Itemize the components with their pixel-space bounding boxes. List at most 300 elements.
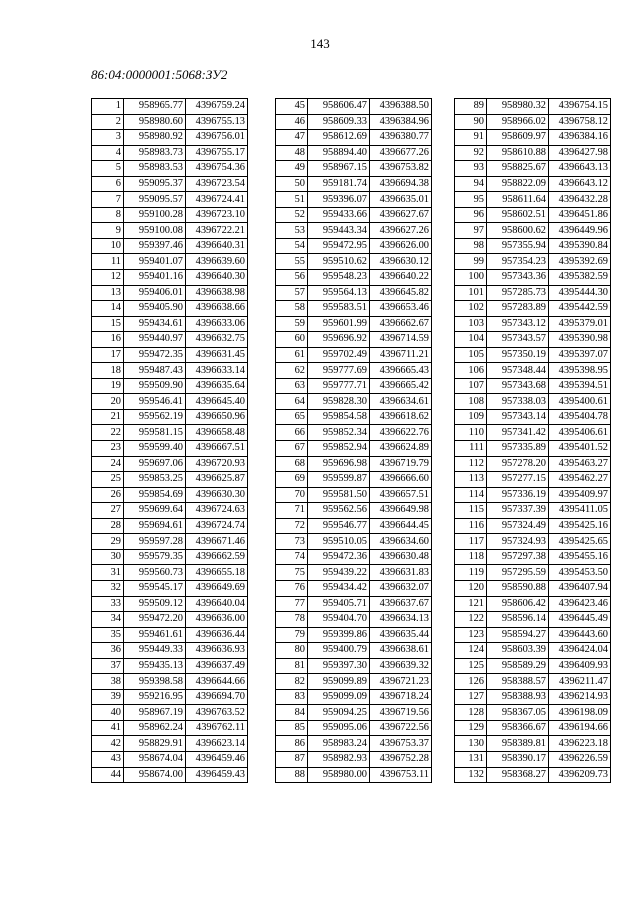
x-coordinate-cell: 958602.51 <box>487 207 549 223</box>
x-coordinate-cell: 958600.62 <box>487 223 549 239</box>
y-coordinate-cell: 4396637.67 <box>370 596 432 612</box>
table-row <box>276 534 432 550</box>
table-row <box>92 316 248 332</box>
table-row <box>92 580 248 596</box>
x-coordinate-cell: 959581.15 <box>124 425 186 441</box>
x-coordinate-cell: 959099.09 <box>308 689 370 705</box>
x-coordinate-cell: 958368.27 <box>487 767 549 783</box>
y-coordinate-cell: 4396459.46 <box>186 751 248 767</box>
table-row <box>455 534 611 550</box>
table-row <box>455 472 611 488</box>
x-coordinate-cell: 959401.16 <box>124 270 186 286</box>
table-row <box>455 565 611 581</box>
point-number-cell: 21 <box>92 409 124 425</box>
point-number-cell: 115 <box>455 503 487 519</box>
x-coordinate-cell: 958388.93 <box>487 689 549 705</box>
table-row <box>455 285 611 301</box>
table-row <box>276 161 432 177</box>
y-coordinate-cell: 4396645.40 <box>186 394 248 410</box>
table-row <box>455 301 611 317</box>
x-coordinate-cell: 957343.12 <box>487 316 549 332</box>
point-number-cell: 51 <box>276 192 308 208</box>
x-coordinate-cell: 957354.23 <box>487 254 549 270</box>
x-coordinate-cell: 957348.44 <box>487 363 549 379</box>
point-number-cell: 24 <box>92 456 124 472</box>
y-coordinate-cell: 4396407.94 <box>549 580 611 596</box>
y-coordinate-cell: 4396666.60 <box>370 472 432 488</box>
y-coordinate-cell: 4396380.77 <box>370 130 432 146</box>
x-coordinate-cell: 958965.77 <box>124 99 186 115</box>
point-number-cell: 3 <box>92 130 124 146</box>
table-row <box>92 161 248 177</box>
point-number-cell: 121 <box>455 596 487 612</box>
point-number-cell: 25 <box>92 472 124 488</box>
point-number-cell: 14 <box>92 301 124 317</box>
point-number-cell: 65 <box>276 409 308 425</box>
point-number-cell: 36 <box>92 643 124 659</box>
point-number-cell: 127 <box>455 689 487 705</box>
y-coordinate-cell: 4396630.30 <box>186 487 248 503</box>
x-coordinate-cell: 959546.41 <box>124 394 186 410</box>
x-coordinate-cell: 957335.89 <box>487 441 549 457</box>
table-row <box>455 394 611 410</box>
y-coordinate-cell: 4396194.66 <box>549 720 611 736</box>
y-coordinate-cell: 4396718.24 <box>370 689 432 705</box>
point-number-cell: 110 <box>455 425 487 441</box>
y-coordinate-cell: 4396671.46 <box>186 534 248 550</box>
y-coordinate-cell: 4395404.78 <box>549 409 611 425</box>
y-coordinate-cell: 4396638.61 <box>370 643 432 659</box>
point-number-cell: 70 <box>276 487 308 503</box>
x-coordinate-cell: 959853.25 <box>124 472 186 488</box>
y-coordinate-cell: 4396657.51 <box>370 487 432 503</box>
y-coordinate-cell: 4396211.47 <box>549 674 611 690</box>
point-number-cell: 128 <box>455 705 487 721</box>
table-row <box>92 238 248 254</box>
point-number-cell: 53 <box>276 223 308 239</box>
y-coordinate-cell: 4396625.87 <box>186 472 248 488</box>
table-row <box>92 270 248 286</box>
table-row <box>92 549 248 565</box>
table-row <box>276 207 432 223</box>
x-coordinate-cell: 957295.59 <box>487 565 549 581</box>
table-row <box>276 130 432 146</box>
x-coordinate-cell: 959095.06 <box>308 720 370 736</box>
y-coordinate-cell: 4396644.66 <box>186 674 248 690</box>
table-row <box>455 612 611 628</box>
point-number-cell: 114 <box>455 487 487 503</box>
table-row <box>455 145 611 161</box>
x-coordinate-cell: 959100.28 <box>124 207 186 223</box>
point-number-cell: 45 <box>276 99 308 115</box>
y-coordinate-cell: 4395425.16 <box>549 518 611 534</box>
point-number-cell: 106 <box>455 363 487 379</box>
coordinates-table-2 <box>275 98 432 783</box>
point-number-cell: 9 <box>92 223 124 239</box>
page-number: 143 <box>310 36 330 51</box>
point-number-cell: 98 <box>455 238 487 254</box>
y-coordinate-cell: 4395463.27 <box>549 456 611 472</box>
table-row <box>276 378 432 394</box>
point-number-cell: 34 <box>92 612 124 628</box>
x-coordinate-cell: 959583.51 <box>308 301 370 317</box>
point-number-cell: 75 <box>276 565 308 581</box>
x-coordinate-cell: 959401.07 <box>124 254 186 270</box>
table-row <box>455 487 611 503</box>
x-coordinate-cell: 958980.00 <box>308 767 370 783</box>
table-row <box>455 689 611 705</box>
table-row <box>92 207 248 223</box>
point-number-cell: 68 <box>276 456 308 472</box>
y-coordinate-cell: 4396755.17 <box>186 145 248 161</box>
point-number-cell: 97 <box>455 223 487 239</box>
point-number-cell: 31 <box>92 565 124 581</box>
point-number-cell: 38 <box>92 674 124 690</box>
x-coordinate-cell: 959509.12 <box>124 596 186 612</box>
point-number-cell: 6 <box>92 176 124 192</box>
point-number-cell: 94 <box>455 176 487 192</box>
x-coordinate-cell: 959181.74 <box>308 176 370 192</box>
point-number-cell: 108 <box>455 394 487 410</box>
point-number-cell: 2 <box>92 114 124 130</box>
x-coordinate-cell: 959216.95 <box>124 689 186 705</box>
table-row <box>276 409 432 425</box>
point-number-cell: 84 <box>276 705 308 721</box>
y-coordinate-cell: 4396714.59 <box>370 332 432 348</box>
table-row <box>276 549 432 565</box>
y-coordinate-cell: 4396409.93 <box>549 658 611 674</box>
y-coordinate-cell: 4396445.49 <box>549 612 611 628</box>
y-coordinate-cell: 4396627.26 <box>370 223 432 239</box>
y-coordinate-cell: 4395401.52 <box>549 441 611 457</box>
y-coordinate-cell: 4396753.37 <box>370 736 432 752</box>
y-coordinate-cell: 4396449.96 <box>549 223 611 239</box>
y-coordinate-cell: 4395411.05 <box>549 503 611 519</box>
y-coordinate-cell: 4395444.30 <box>549 285 611 301</box>
point-number-cell: 126 <box>455 674 487 690</box>
y-coordinate-cell: 4396636.93 <box>186 643 248 659</box>
point-number-cell: 17 <box>92 347 124 363</box>
x-coordinate-cell: 957355.94 <box>487 238 549 254</box>
x-coordinate-cell: 958590.88 <box>487 580 549 596</box>
x-coordinate-cell: 958366.67 <box>487 720 549 736</box>
y-coordinate-cell: 4396662.67 <box>370 316 432 332</box>
x-coordinate-cell: 959472.35 <box>124 347 186 363</box>
table-row <box>455 223 611 239</box>
point-number-cell: 87 <box>276 751 308 767</box>
point-number-cell: 57 <box>276 285 308 301</box>
x-coordinate-cell: 959509.90 <box>124 378 186 394</box>
point-number-cell: 41 <box>92 720 124 736</box>
point-number-cell: 7 <box>92 192 124 208</box>
point-number-cell: 83 <box>276 689 308 705</box>
x-coordinate-cell: 959828.30 <box>308 394 370 410</box>
table-row <box>455 425 611 441</box>
table-row <box>455 767 611 783</box>
y-coordinate-cell: 4396214.93 <box>549 689 611 705</box>
y-coordinate-cell: 4396754.15 <box>549 99 611 115</box>
point-number-cell: 99 <box>455 254 487 270</box>
point-number-cell: 119 <box>455 565 487 581</box>
point-number-cell: 26 <box>92 487 124 503</box>
x-coordinate-cell: 959699.64 <box>124 503 186 519</box>
point-number-cell: 43 <box>92 751 124 767</box>
table-row <box>92 176 248 192</box>
x-coordinate-cell: 957350.19 <box>487 347 549 363</box>
table-row <box>455 99 611 115</box>
table-row <box>455 316 611 332</box>
point-number-cell: 88 <box>276 767 308 783</box>
y-coordinate-cell: 4396723.10 <box>186 207 248 223</box>
point-number-cell: 125 <box>455 658 487 674</box>
point-number-cell: 73 <box>276 534 308 550</box>
y-coordinate-cell: 4396632.75 <box>186 332 248 348</box>
table-row <box>276 301 432 317</box>
point-number-cell: 19 <box>92 378 124 394</box>
y-coordinate-cell: 4395382.59 <box>549 270 611 286</box>
point-number-cell: 4 <box>92 145 124 161</box>
table-row <box>455 549 611 565</box>
y-coordinate-cell: 4396636.00 <box>186 612 248 628</box>
table-row <box>276 580 432 596</box>
point-number-cell: 56 <box>276 270 308 286</box>
x-coordinate-cell: 958980.60 <box>124 114 186 130</box>
point-number-cell: 124 <box>455 643 487 659</box>
table-row <box>455 705 611 721</box>
point-number-cell: 46 <box>276 114 308 130</box>
y-coordinate-cell: 4396758.12 <box>549 114 611 130</box>
x-coordinate-cell: 957343.14 <box>487 409 549 425</box>
table-row <box>276 674 432 690</box>
y-coordinate-cell: 4396630.12 <box>370 254 432 270</box>
point-number-cell: 1 <box>92 99 124 115</box>
y-coordinate-cell: 4396639.32 <box>370 658 432 674</box>
y-coordinate-cell: 4395397.07 <box>549 347 611 363</box>
table-row <box>276 518 432 534</box>
point-number-cell: 30 <box>92 549 124 565</box>
x-coordinate-cell: 957341.42 <box>487 425 549 441</box>
x-coordinate-cell: 958603.39 <box>487 643 549 659</box>
point-number-cell: 100 <box>455 270 487 286</box>
table-row <box>92 705 248 721</box>
point-number-cell: 60 <box>276 332 308 348</box>
point-number-cell: 111 <box>455 441 487 457</box>
table-row <box>455 627 611 643</box>
x-coordinate-cell: 957283.89 <box>487 301 549 317</box>
y-coordinate-cell: 4396649.69 <box>186 580 248 596</box>
x-coordinate-cell: 959397.30 <box>308 658 370 674</box>
table-row <box>92 689 248 705</box>
table-row <box>455 238 611 254</box>
point-number-cell: 107 <box>455 378 487 394</box>
table-row <box>455 751 611 767</box>
x-coordinate-cell: 958983.73 <box>124 145 186 161</box>
y-coordinate-cell: 4395453.50 <box>549 565 611 581</box>
point-number-cell: 39 <box>92 689 124 705</box>
point-number-cell: 15 <box>92 316 124 332</box>
y-coordinate-cell: 4396640.30 <box>186 270 248 286</box>
y-coordinate-cell: 4396423.46 <box>549 596 611 612</box>
table-row <box>92 114 248 130</box>
y-coordinate-cell: 4396198.09 <box>549 705 611 721</box>
point-number-cell: 78 <box>276 612 308 628</box>
x-coordinate-cell: 958389.81 <box>487 736 549 752</box>
y-coordinate-cell: 4396643.13 <box>549 161 611 177</box>
table-row <box>92 751 248 767</box>
x-coordinate-cell: 959461.61 <box>124 627 186 643</box>
point-number-cell: 129 <box>455 720 487 736</box>
point-number-cell: 81 <box>276 658 308 674</box>
table-row <box>92 192 248 208</box>
y-coordinate-cell: 4396665.42 <box>370 378 432 394</box>
table-row <box>92 223 248 239</box>
y-coordinate-cell: 4396459.43 <box>186 767 248 783</box>
table-row <box>92 612 248 628</box>
x-coordinate-cell: 959399.86 <box>308 627 370 643</box>
x-coordinate-cell: 958609.33 <box>308 114 370 130</box>
x-coordinate-cell: 959510.05 <box>308 534 370 550</box>
x-coordinate-cell: 959400.79 <box>308 643 370 659</box>
x-coordinate-cell: 958589.29 <box>487 658 549 674</box>
table-row <box>92 456 248 472</box>
x-coordinate-cell: 959472.20 <box>124 612 186 628</box>
x-coordinate-cell: 958966.02 <box>487 114 549 130</box>
table-row <box>276 270 432 286</box>
y-coordinate-cell: 4396694.70 <box>186 689 248 705</box>
table-row <box>92 363 248 379</box>
table-row <box>92 301 248 317</box>
y-coordinate-cell: 4396637.49 <box>186 658 248 674</box>
point-number-cell: 69 <box>276 472 308 488</box>
point-number-cell: 120 <box>455 580 487 596</box>
y-coordinate-cell: 4396634.60 <box>370 534 432 550</box>
x-coordinate-cell: 959854.58 <box>308 409 370 425</box>
point-number-cell: 12 <box>92 270 124 286</box>
point-number-cell: 48 <box>276 145 308 161</box>
x-coordinate-cell: 959777.69 <box>308 363 370 379</box>
y-coordinate-cell: 4395398.95 <box>549 363 611 379</box>
y-coordinate-cell: 4395392.69 <box>549 254 611 270</box>
x-coordinate-cell: 958390.17 <box>487 751 549 767</box>
table-row <box>92 99 248 115</box>
table-row <box>92 736 248 752</box>
y-coordinate-cell: 4396633.14 <box>186 363 248 379</box>
y-coordinate-cell: 4396719.79 <box>370 456 432 472</box>
x-coordinate-cell: 959472.95 <box>308 238 370 254</box>
point-number-cell: 86 <box>276 736 308 752</box>
table-row <box>455 347 611 363</box>
point-number-cell: 58 <box>276 301 308 317</box>
x-coordinate-cell: 959581.50 <box>308 487 370 503</box>
x-coordinate-cell: 959697.06 <box>124 456 186 472</box>
point-number-cell: 64 <box>276 394 308 410</box>
table-row <box>455 176 611 192</box>
point-number-cell: 101 <box>455 285 487 301</box>
y-coordinate-cell: 4396762.11 <box>186 720 248 736</box>
x-coordinate-cell: 959599.87 <box>308 472 370 488</box>
table-row <box>455 192 611 208</box>
y-coordinate-cell: 4395379.01 <box>549 316 611 332</box>
x-coordinate-cell: 958611.64 <box>487 192 549 208</box>
y-coordinate-cell: 4396631.45 <box>186 347 248 363</box>
y-coordinate-cell: 4396755.13 <box>186 114 248 130</box>
table-row <box>92 130 248 146</box>
point-number-cell: 40 <box>92 705 124 721</box>
x-coordinate-cell: 958606.47 <box>308 99 370 115</box>
x-coordinate-cell: 958829.91 <box>124 736 186 752</box>
x-coordinate-cell: 958367.05 <box>487 705 549 721</box>
point-number-cell: 117 <box>455 534 487 550</box>
table-row <box>92 409 248 425</box>
table-row <box>276 596 432 612</box>
table-row <box>92 674 248 690</box>
table-row <box>455 596 611 612</box>
point-number-cell: 118 <box>455 549 487 565</box>
x-coordinate-cell: 959405.90 <box>124 301 186 317</box>
point-number-cell: 80 <box>276 643 308 659</box>
x-coordinate-cell: 959852.34 <box>308 425 370 441</box>
point-number-cell: 52 <box>276 207 308 223</box>
y-coordinate-cell: 4396722.56 <box>370 720 432 736</box>
x-coordinate-cell: 958983.24 <box>308 736 370 752</box>
table-row <box>276 503 432 519</box>
x-coordinate-cell: 959694.61 <box>124 518 186 534</box>
point-number-cell: 123 <box>455 627 487 643</box>
table-row <box>276 487 432 503</box>
point-number-cell: 104 <box>455 332 487 348</box>
point-number-cell: 5 <box>92 161 124 177</box>
table-row <box>455 254 611 270</box>
table-row <box>455 409 611 425</box>
x-coordinate-cell: 959099.89 <box>308 674 370 690</box>
y-coordinate-cell: 4396622.76 <box>370 425 432 441</box>
y-coordinate-cell: 4396665.43 <box>370 363 432 379</box>
x-coordinate-cell: 957324.93 <box>487 534 549 550</box>
table-row <box>455 207 611 223</box>
point-number-cell: 67 <box>276 441 308 457</box>
table-row <box>276 456 432 472</box>
x-coordinate-cell: 959472.36 <box>308 549 370 565</box>
x-coordinate-cell: 959560.73 <box>124 565 186 581</box>
table-row <box>92 627 248 643</box>
point-number-cell: 54 <box>276 238 308 254</box>
y-coordinate-cell: 4396721.23 <box>370 674 432 690</box>
point-number-cell: 66 <box>276 425 308 441</box>
x-coordinate-cell: 958606.42 <box>487 596 549 612</box>
point-number-cell: 112 <box>455 456 487 472</box>
x-coordinate-cell: 959439.22 <box>308 565 370 581</box>
point-number-cell: 113 <box>455 472 487 488</box>
y-coordinate-cell: 4395442.59 <box>549 301 611 317</box>
y-coordinate-cell: 4395390.84 <box>549 238 611 254</box>
table-row <box>276 176 432 192</box>
table-row <box>455 441 611 457</box>
x-coordinate-cell: 959095.37 <box>124 176 186 192</box>
table-row <box>92 378 248 394</box>
point-number-cell: 13 <box>92 285 124 301</box>
y-coordinate-cell: 4396635.64 <box>186 378 248 394</box>
x-coordinate-cell: 959095.57 <box>124 192 186 208</box>
point-number-cell: 42 <box>92 736 124 752</box>
y-coordinate-cell: 4396719.56 <box>370 705 432 721</box>
table-row <box>92 534 248 550</box>
table-row <box>455 736 611 752</box>
point-number-cell: 11 <box>92 254 124 270</box>
x-coordinate-cell: 958967.19 <box>124 705 186 721</box>
y-coordinate-cell: 4396763.52 <box>186 705 248 721</box>
table-row <box>276 705 432 721</box>
table-row <box>92 145 248 161</box>
